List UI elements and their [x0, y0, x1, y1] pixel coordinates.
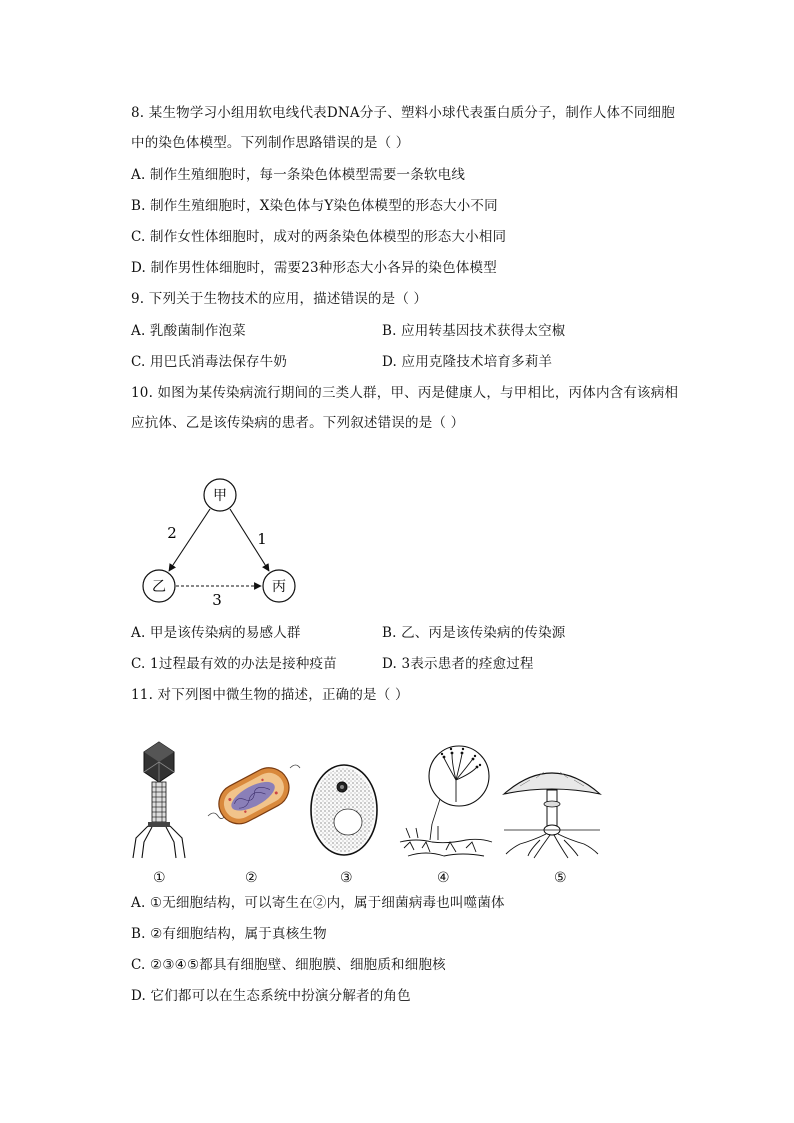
q10-option-a: A. 甲是该传染病的易感人群 — [131, 625, 301, 641]
bacterium-illustration — [206, 758, 302, 838]
transmission-diagram — [138, 474, 303, 609]
yeast-cell-illustration — [308, 762, 380, 858]
q8-option-d: D. 制作男性体细胞时，需要23种形态大小各异的染色体模型 — [131, 260, 497, 276]
q9-option-c: C. 用巴氏消毒法保存牛奶 — [131, 354, 288, 370]
q8-option-c: C. 制作女性体细胞时，成对的两条染色体模型的形态大小相同 — [131, 229, 507, 245]
edge-2-label: 2 — [167, 524, 177, 542]
node-bing-label: 丙 — [272, 579, 286, 595]
q10-option-c: C. 1过程最有效的办法是接种疫苗 — [131, 656, 337, 672]
q8-option-b: B. 制作生殖细胞时，X染色体与Y染色体模型的形态大小不同 — [131, 198, 498, 214]
node-yi-label: 乙 — [152, 579, 166, 595]
q11-option-b: B. ②有细胞结构，属于真核生物 — [131, 926, 327, 942]
q10-stem-line2: 应抗体、乙是该传染病的患者。下列叙述错误的是（ ） — [131, 415, 465, 431]
q9-option-d: D. 应用克隆技术培育多莉羊 — [382, 354, 553, 370]
q11-stem: 11. 对下列图中微生物的描述，正确的是（ ） — [131, 687, 409, 703]
edge-3-label: 3 — [212, 591, 222, 609]
q10-option-d: D. 3表示患者的痊愈过程 — [382, 656, 534, 672]
q9-option-a: A. 乳酸菌制作泡菜 — [131, 323, 246, 339]
mushroom-illustration — [500, 760, 604, 862]
q11-option-d: D. 它们都可以在生态系统中扮演分解者的角色 — [131, 988, 411, 1004]
mold-illustration — [396, 744, 496, 862]
q8-stem-line1: 8. 某生物学习小组用软电线代表DNA分子、塑料小球代表蛋白质分子，制作人体不同细胞 — [131, 105, 675, 121]
edge-1-label: 1 — [257, 530, 267, 548]
q9-option-b: B. 应用转基因技术获得太空椒 — [382, 323, 566, 339]
q10-option-b: B. 乙、丙是该传染病的传染源 — [382, 625, 566, 641]
q11-option-c: C. ②③④⑤都具有细胞壁、细胞膜、细胞质和细胞核 — [131, 957, 446, 973]
label-circled-5: ⑤ — [554, 870, 567, 886]
node-jia-label: 甲 — [213, 488, 227, 504]
q9-stem: 9. 下列关于生物技术的应用，描述错误的是（ ） — [131, 291, 428, 307]
bacteriophage-illustration — [128, 740, 190, 862]
label-circled-1: ① — [153, 870, 166, 886]
q8-stem-line2: 中的染色体模型。下列制作思路错误的是（ ） — [131, 135, 410, 151]
q8-option-a: A. 制作生殖细胞时，每一条染色体模型需要一条软电线 — [131, 167, 466, 183]
q10-stem-line1: 10. 如图为某传染病流行期间的三类人群，甲、丙是健康人，与甲相比，丙体内含有该病相 — [131, 385, 679, 401]
q11-option-a: A. ①无细胞结构，可以寄生在②内，属于细菌病毒也叫噬菌体 — [131, 895, 505, 911]
label-circled-2: ② — [245, 870, 258, 886]
label-circled-4: ④ — [437, 870, 450, 886]
label-circled-3: ③ — [340, 870, 353, 886]
